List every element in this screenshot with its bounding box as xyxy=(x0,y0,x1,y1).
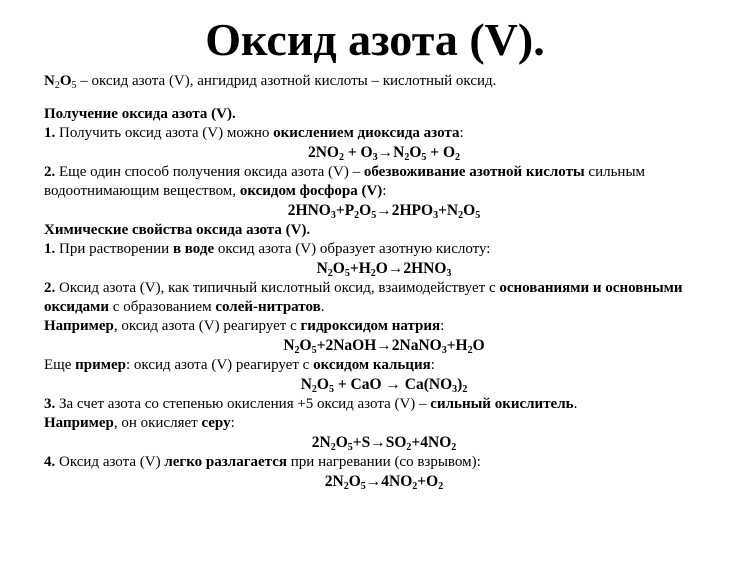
eq-term: O xyxy=(375,260,388,277)
subscript: 5 xyxy=(344,268,350,279)
subscript: 2 xyxy=(343,481,349,492)
document-body xyxy=(44,72,724,492)
item-bold: Например xyxy=(44,415,114,431)
eq-term: 2NO xyxy=(307,144,339,161)
eq-term: 2HNO xyxy=(287,202,331,219)
item-number: 3. xyxy=(44,396,56,412)
eq-term: O xyxy=(299,337,312,354)
eq-term: + O xyxy=(426,144,456,161)
intro-formula: N xyxy=(44,73,55,89)
item-text: Оксид азота (V) xyxy=(55,454,165,470)
item-2 xyxy=(44,163,724,182)
eq-term: + O xyxy=(343,144,373,161)
property-2-cont xyxy=(44,298,724,317)
subscript: 2 xyxy=(338,152,344,163)
eq-term: 2N xyxy=(311,434,331,451)
item-text: За счет азота со степенью окисления +5 оксид азота (V) – xyxy=(55,396,431,412)
example-2 xyxy=(44,356,724,375)
eq-term: N xyxy=(393,144,405,161)
item-bold: Например xyxy=(44,318,114,334)
subscript: 3 xyxy=(433,210,439,221)
section-heading-obtain: Получение оксида азота (V). xyxy=(44,106,236,122)
subscript: 2 xyxy=(404,152,410,163)
eq-term: 2NaNO xyxy=(391,337,442,354)
arrow-icon: → xyxy=(377,144,394,161)
plus-sign: + xyxy=(335,202,345,219)
eq-term: S xyxy=(361,434,371,451)
eq-term: 2NaOH xyxy=(325,337,377,354)
item-bold: солей-нитратов xyxy=(215,299,321,315)
item-bold: легко разлагается xyxy=(164,454,288,470)
subscript: 2 xyxy=(467,345,473,356)
item-bold: серу xyxy=(201,415,231,431)
item-bold: оксидами xyxy=(44,299,110,315)
item-text: : xyxy=(230,415,235,431)
subscript: 2 xyxy=(451,442,457,453)
plus-sign: + xyxy=(446,337,456,354)
subscript: 2 xyxy=(311,384,317,395)
item-text: : xyxy=(430,357,435,373)
item-bold: сильный окислитель xyxy=(430,396,574,412)
subscript: 2 xyxy=(294,345,300,356)
item-text: , он окисляет xyxy=(113,415,202,431)
item-text: . xyxy=(573,396,578,412)
eq-term: O xyxy=(472,337,485,354)
subscript: 5 xyxy=(421,152,427,163)
subscript: 3 xyxy=(446,268,452,279)
eq-term: SO xyxy=(385,434,407,451)
eq-term: P xyxy=(344,202,355,219)
subscript: 5 xyxy=(347,442,353,453)
intro-line xyxy=(44,72,724,91)
eq-term: O xyxy=(463,202,476,219)
subscript: 5 xyxy=(71,80,77,91)
subscript: 3 xyxy=(330,210,336,221)
item-number: 4. xyxy=(44,454,56,470)
item-1 xyxy=(44,124,724,143)
subscript: 2 xyxy=(462,384,468,395)
eq-term: 4NO xyxy=(381,473,413,490)
example-3 xyxy=(44,414,724,433)
item-text: с образованием xyxy=(109,299,216,315)
item-bold: гидроксидом натрия xyxy=(300,318,441,334)
item-2-cont xyxy=(44,182,724,201)
eq-term: N xyxy=(283,337,295,354)
subscript: 5 xyxy=(311,345,317,356)
subscript: 2 xyxy=(455,152,461,163)
arrow-icon: → xyxy=(365,473,382,490)
item-number: 2. xyxy=(44,280,56,296)
item-number: 2. xyxy=(44,164,56,180)
spacer xyxy=(44,91,724,105)
item-text: : xyxy=(382,183,387,199)
item-text: : xyxy=(459,125,464,141)
subscript: 5 xyxy=(475,210,481,221)
equation-6 xyxy=(44,433,724,453)
subscript: 2 xyxy=(327,268,333,279)
eq-term: 2HNO xyxy=(403,260,447,277)
item-text: . xyxy=(320,299,325,315)
subscript: 5 xyxy=(360,481,366,492)
eq-term: H xyxy=(358,260,371,277)
eq-term: 4NO xyxy=(420,434,452,451)
subscript: 2 xyxy=(438,481,444,492)
subscript: 2 xyxy=(54,80,60,91)
item-text: сильным xyxy=(584,164,646,180)
subscript: 2 xyxy=(458,210,464,221)
plus-sign: + xyxy=(411,434,421,451)
plus-sign: + xyxy=(352,434,362,451)
eq-term: ) xyxy=(457,376,463,393)
subscript: 5 xyxy=(371,210,377,221)
eq-term: + CaO → Ca(NO xyxy=(333,376,453,393)
arrow-icon: → xyxy=(376,337,392,354)
intro-text: – оксид азота (V), ангидрид азотной кислоты – кислотный оксид. xyxy=(76,73,497,89)
eq-term: N xyxy=(316,260,328,277)
equation-2 xyxy=(44,201,724,221)
item-text: При растворении xyxy=(55,241,173,257)
eq-term: O xyxy=(335,434,348,451)
subscript: 5 xyxy=(328,384,334,395)
plus-sign: + xyxy=(316,337,326,354)
arrow-icon: → xyxy=(387,260,404,277)
item-bold: окислением диоксида азота xyxy=(273,125,460,141)
property-2 xyxy=(44,279,724,298)
eq-term: N xyxy=(446,202,459,219)
section-heading-properties: Химические свойства оксида азота (V). xyxy=(44,222,311,238)
property-4 xyxy=(44,453,724,472)
example-1 xyxy=(44,317,724,336)
eq-term: 2N xyxy=(324,473,344,490)
item-text: Оксид азота (V), как типичный кислотный оксид, взаимодействует с xyxy=(55,280,500,296)
page-title: Оксид азота (V). xyxy=(205,14,545,65)
eq-term: N xyxy=(300,376,312,393)
plus-sign: + xyxy=(349,260,359,277)
subscript: 3 xyxy=(452,384,458,395)
subscript: 2 xyxy=(370,268,376,279)
eq-term: O xyxy=(426,473,439,490)
item-number: 1. xyxy=(44,241,56,257)
equation-5 xyxy=(44,375,724,395)
item-bold: пример xyxy=(75,357,126,373)
eq-term: O xyxy=(359,202,372,219)
eq-term: O xyxy=(332,260,345,277)
item-bold: основаниями и основными xyxy=(499,280,683,296)
subscript: 3 xyxy=(372,152,378,163)
item-text: , оксид азота (V) реагирует с xyxy=(113,318,301,334)
item-bold: оксидом фосфора (V) xyxy=(239,183,383,199)
intro-formula: O xyxy=(59,73,72,89)
subscript: 2 xyxy=(330,442,336,453)
equation-3 xyxy=(44,259,724,279)
subscript: 2 xyxy=(406,442,412,453)
subscript: 3 xyxy=(441,345,447,356)
eq-term: O xyxy=(316,376,329,393)
item-text: : оксид азота (V) реагирует с xyxy=(125,357,314,373)
arrow-icon: → xyxy=(370,434,386,451)
plus-sign: + xyxy=(417,473,427,490)
equation-4 xyxy=(44,336,724,356)
property-1 xyxy=(44,240,724,259)
item-text: Еще xyxy=(44,357,76,373)
equation-1 xyxy=(44,143,724,163)
eq-term: O xyxy=(348,473,361,490)
eq-term: O xyxy=(409,144,422,161)
item-text: Еще один способ получения оксида азота (V) – xyxy=(55,164,364,180)
item-text: водоотнимающим веществом, xyxy=(44,183,240,199)
subscript: 2 xyxy=(354,210,360,221)
item-bold: оксидом кальция xyxy=(313,357,431,373)
item-text: : xyxy=(440,318,445,334)
arrow-icon: → xyxy=(376,202,392,219)
equation-7 xyxy=(44,472,724,492)
property-3 xyxy=(44,395,724,414)
eq-term: 2HPO xyxy=(391,202,434,219)
item-text: оксид азота (V) образует азотную кислоту: xyxy=(214,241,491,257)
item-text: Получить оксид азота (V) можно xyxy=(55,125,274,141)
item-number: 1. xyxy=(44,125,56,141)
subscript: 2 xyxy=(412,481,418,492)
plus-sign: + xyxy=(438,202,447,219)
item-bold: обезвоживание азотной кислоты xyxy=(363,164,585,180)
item-text: при нагревании (со взрывом): xyxy=(287,454,481,470)
eq-term: H xyxy=(455,337,468,354)
item-bold: в воде xyxy=(172,241,215,257)
